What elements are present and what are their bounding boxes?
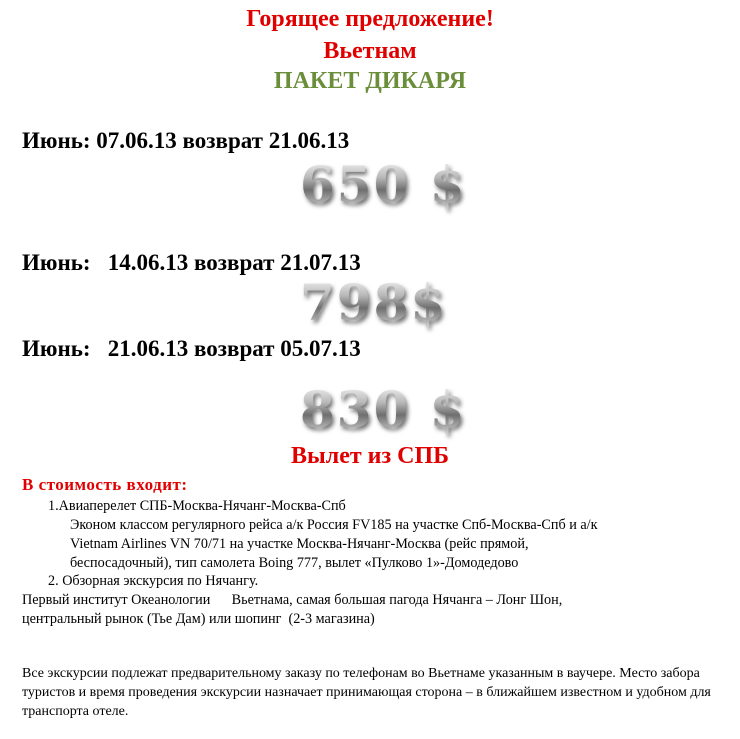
departure-title: Вылет из СПБ xyxy=(291,443,449,469)
offer-3-dates: Июнь: 21.06.13 возврат 05.07.13 xyxy=(22,336,361,361)
package-title: ПАКЕТ ДИКАРЯ xyxy=(273,68,467,94)
include-item-1: 1.Авиаперелет СПБ-Москва-Нячанг-Москва-Спб xyxy=(48,498,346,514)
include-item-2-desc-1: Первый институт Океанологии Вьетнама, самая большая пагода Нячанга – Лонг Шон, xyxy=(22,592,563,608)
offer-2-price: 798$ xyxy=(300,273,448,332)
country-title: Вьетнам xyxy=(323,38,417,64)
hot-offer-title: Горящее предложение! xyxy=(246,6,494,32)
include-item-2: 2. Обзорная экскурсия по Нячангу. xyxy=(48,573,259,589)
includes-title: В стоимость входит: xyxy=(22,475,188,494)
offer-2-dates: Июнь: 14.06.13 возврат 21.07.13 xyxy=(22,250,361,275)
offer-1-dates: Июнь: 07.06.13 возврат 21.06.13 xyxy=(22,128,350,153)
excursion-notes: Все экскурсии подлежат предварительному заказу по телефонам во Вьетнаме указанным в ваучере. Место забора туристов и время проведения экскурсии назначает принимающая сторона – в ближайшем известном и удобном для транспорта отеле. xyxy=(22,666,711,719)
include-item-1-desc-1: Эконом классом регулярного рейса а/к Россия FV185 на участке Спб-Москва-Спб и а/к xyxy=(70,517,598,533)
include-item-1-desc-3: беспосадочный), тип самолета Boing 777, вылет «Пулково 1»-Домодедово xyxy=(70,555,519,571)
include-item-1-desc-2: Vietnam Airlines VN 70/71 на участке Москва-Нячанг-Москва (рейс прямой, xyxy=(70,536,529,552)
offer-3-price: 830 $ xyxy=(300,380,467,439)
include-item-2-desc-2: центральный рынок (Тье Дам) или шопинг (2-3 магазина) xyxy=(22,611,375,627)
offer-1-price: 650 $ xyxy=(300,155,467,214)
